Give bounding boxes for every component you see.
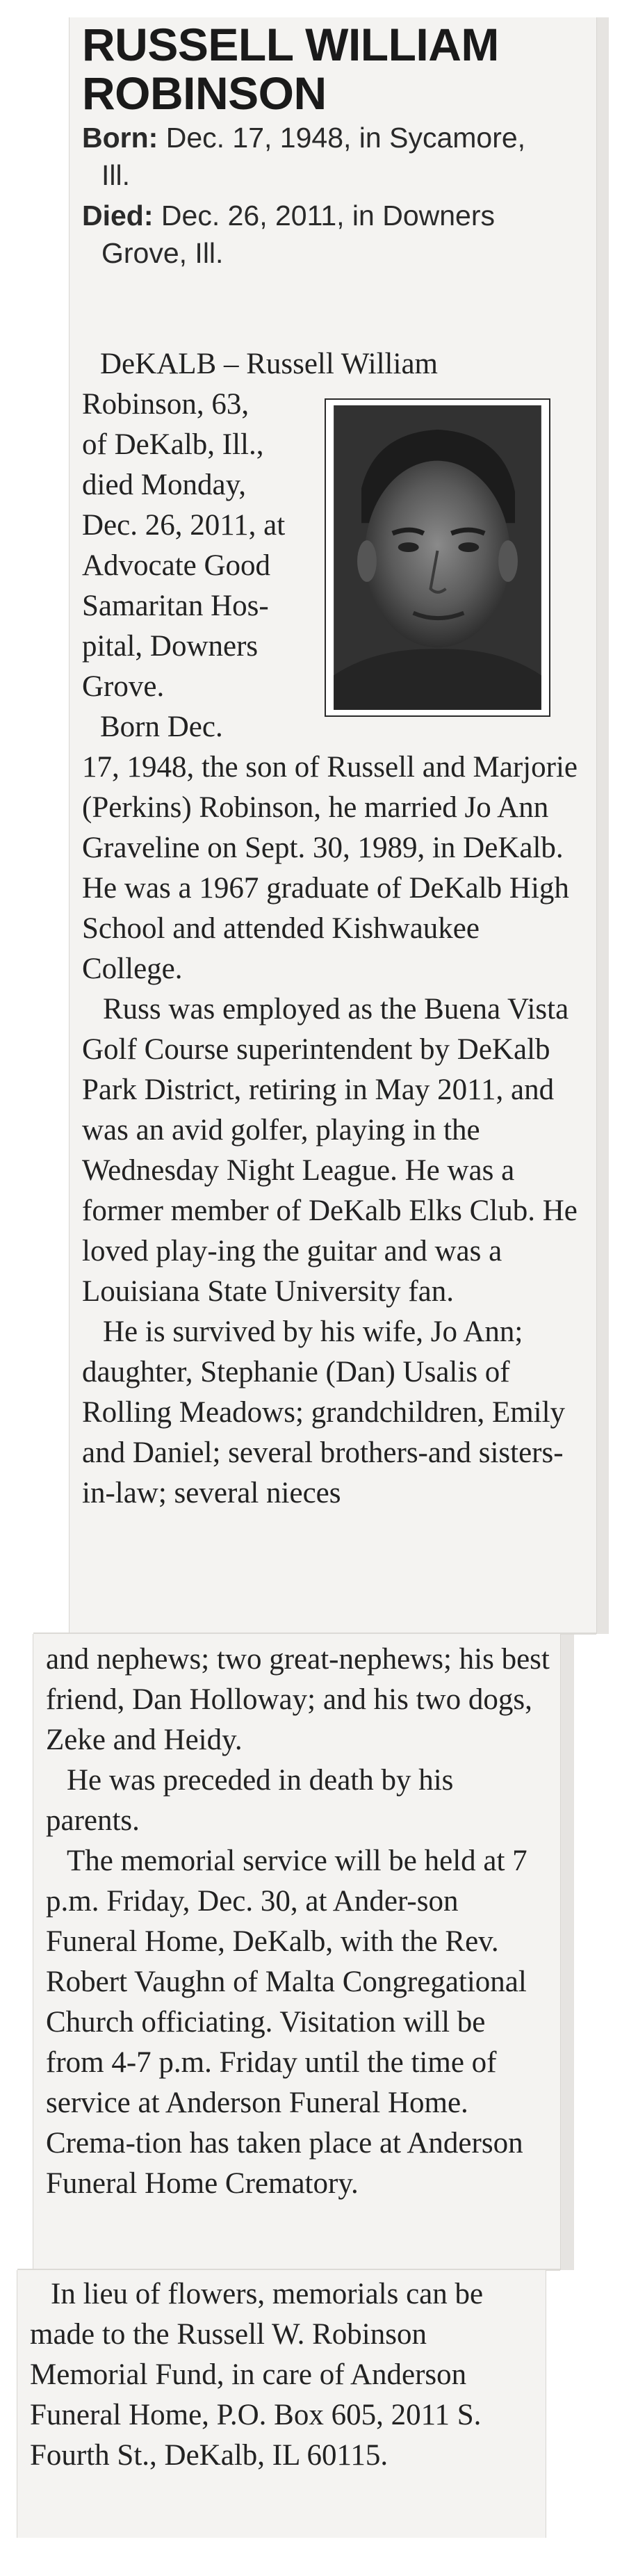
obituary-header xyxy=(82,20,586,272)
paragraph-birth: 17, 1948, the son of Russell and Marjorie (Perkins) Robinson, he married Jo Ann Graveline on Sept. 30, 1989, in DeKalb. He was a 1967 graduate of DeKalb High School and attended Kishwaukee College. xyxy=(82,751,578,985)
portrait-image xyxy=(332,405,543,710)
deceased-name xyxy=(82,20,586,118)
neighbor-column-bleed xyxy=(596,17,609,1634)
text-line: DeKALB – Russell William xyxy=(100,348,438,380)
text-line: of DeKalb, Ill., xyxy=(82,428,264,461)
text-line: Advocate Good xyxy=(82,549,271,582)
text-line: pital, Downers xyxy=(82,630,259,663)
obituary-body-3 xyxy=(30,2274,534,2476)
obituary-body-2 xyxy=(46,1639,550,2204)
paragraph-memorials: In lieu of flowers, memorials can be made to the Russell W. Robinson Memorial Fund, in care of Anderson Funeral Home, P.O. Box 605, 2011 S. Fourth St., DeKalb, IL 60115. xyxy=(30,2278,484,2472)
paragraph-preceded: He was preceded in death by his parents. xyxy=(46,1764,454,1837)
died-value-2: Grove, Ill. xyxy=(101,237,224,269)
born-value-1: Dec. 17, 1948, in Sycamore, xyxy=(165,122,526,154)
paragraph-survivors-1: He is survived by his wife, Jo Ann; daughter, Stephanie (Dan) Usalis of Rolling Meadows; grandchildren, Emily and Daniel; several brothers-and sisters-in-law; several nieces xyxy=(82,1315,566,1509)
clipping-segment-1 xyxy=(69,17,596,1634)
name-line-1: RUSSELL WILLIAM xyxy=(82,19,499,70)
text-line: Samaritan Hos- xyxy=(82,590,269,622)
paragraph-survivors-2: and nephews; two great-nephews; his best friend, Dan Holloway; and his two dogs, Zeke and Heidy. xyxy=(46,1643,550,1756)
died-value-1: Dec. 26, 2011, in Downers xyxy=(161,200,496,232)
text-line: Robinson, 63, xyxy=(82,388,250,421)
born-value-2: Ill. xyxy=(101,159,130,191)
born-label: Born: xyxy=(82,122,158,154)
born-info xyxy=(82,119,586,194)
clipping-segment-3 xyxy=(17,2270,546,2538)
text-line: Dec. 26, 2011, at xyxy=(82,509,286,542)
neighbor-column-bleed xyxy=(560,1634,574,2270)
died-label: Died: xyxy=(82,200,154,232)
portrait-photo xyxy=(325,398,550,717)
text-line: died Monday, xyxy=(82,469,247,501)
paragraph-career: Russ was employed as the Buena Vista Golf Course superintendent by DeKalb Park District, retiring in May 2011, and was an avid golfer, playing in the Wednesday Night League. He was a former member of DeKalb Elks Club. He loved play-ing the guitar and was a Louisiana State University fan. xyxy=(82,993,578,1308)
name-line-2: ROBINSON xyxy=(82,67,327,119)
paragraph-service: The memorial service will be held at 7 p.m. Friday, Dec. 30, at Ander-son Funeral Home, DeKalb, with the Rev. Robert Vaughn of Malta Congregational Church officiating. Visitation will be from 4-7 p.m. Friday until the time of service at Anderson Funeral Home. Crema-tion has taken place at Anderson Funeral Home Crematory. xyxy=(46,1845,527,2200)
text-line: Born Dec. xyxy=(100,711,223,743)
died-info xyxy=(82,197,586,272)
text-line: Grove. xyxy=(82,670,165,703)
clipping-segment-2 xyxy=(33,1634,560,2270)
